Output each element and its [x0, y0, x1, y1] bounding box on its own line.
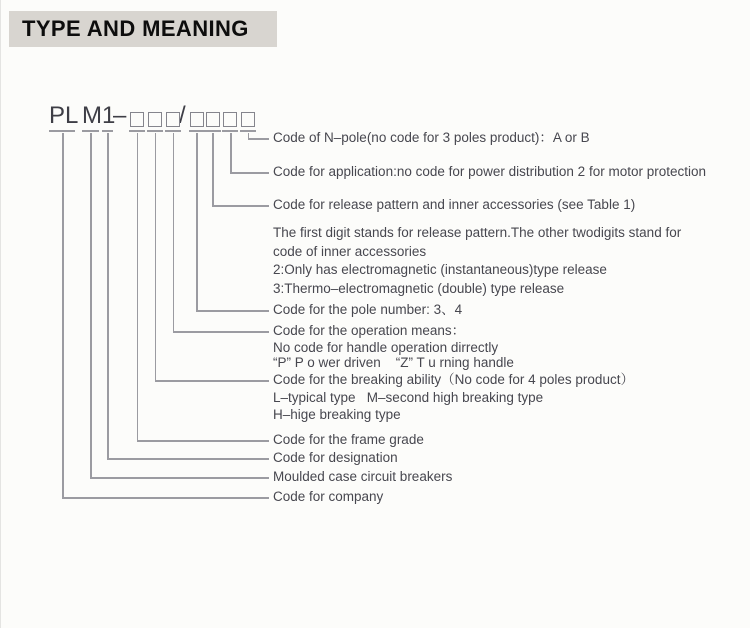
- code-box-operation-means: [166, 112, 180, 127]
- label-frame-grade: Code for the frame grade: [273, 432, 424, 447]
- leader-v-operation-means: [173, 133, 175, 331]
- leader-h-company: [62, 497, 269, 499]
- underline-designation: [102, 130, 113, 132]
- underline-pole-number: [189, 130, 205, 132]
- underline-company: [49, 130, 75, 132]
- label-breaking-note-1: L–typical type M–second high breaking type: [273, 390, 544, 405]
- label-release-note-3: 2:Only has electromagnetic (instantaneous)type release: [273, 262, 607, 277]
- code-box-frame-grade: [130, 112, 144, 127]
- code-dash: –: [113, 102, 127, 129]
- label-release-note-2: code of inner accessories: [273, 244, 427, 259]
- code-slash: /: [179, 102, 186, 129]
- leader-h-moulded: [90, 477, 269, 479]
- code-company: PL: [49, 102, 79, 129]
- label-company: Code for company: [273, 489, 384, 504]
- code-box-pole-number: [190, 112, 204, 127]
- underline-operation-means: [165, 130, 181, 132]
- label-operation-means: Code for the operation means：: [273, 323, 466, 338]
- leader-h-n-pole: [248, 138, 270, 140]
- label-pole-number: Code for the pole number: 3、4: [273, 302, 463, 317]
- code-box-release-pattern: [206, 112, 220, 127]
- leader-v-application: [230, 133, 232, 172]
- code-box-breaking-ability: [148, 112, 162, 127]
- leader-v-release-pattern: [212, 133, 214, 205]
- label-release-note-4: 3:Thermo–electromagnetic (double) type release: [273, 281, 565, 296]
- leader-v-company: [62, 133, 64, 497]
- leader-h-release-pattern: [212, 205, 269, 207]
- leader-h-frame-grade: [137, 440, 270, 442]
- label-moulded: Moulded case circuit breakers: [273, 469, 453, 484]
- underline-breaking-ability: [147, 130, 163, 132]
- code-moulded: M: [82, 102, 102, 129]
- underline-frame-grade: [129, 130, 145, 132]
- page-title: TYPE AND MEANING: [9, 11, 277, 47]
- leader-h-pole-number: [196, 310, 269, 312]
- leader-h-breaking-ability: [155, 380, 270, 382]
- label-breaking-ability: Code for the breaking ability（No code for 4 poles product）: [273, 372, 634, 387]
- label-breaking-note-2: H–hige breaking type: [273, 407, 401, 422]
- underline-release-pattern: [205, 130, 221, 132]
- leader-h-designation: [107, 458, 269, 460]
- leader-h-application: [230, 172, 269, 174]
- leader-v-designation: [107, 133, 109, 458]
- code-box-n-pole: [241, 112, 255, 127]
- leader-v-frame-grade: [137, 133, 139, 440]
- leader-v-pole-number: [196, 133, 198, 310]
- label-designation: Code for designation: [273, 450, 398, 465]
- label-release-note-1: The first digit stands for release pattern.The other twodigits stand for: [273, 225, 682, 240]
- label-release-pattern: Code for release pattern and inner accessories (see Table 1): [273, 197, 636, 212]
- label-application: Code for application:no code for power distribution 2 for motor protection: [273, 164, 706, 179]
- code-designation: 1: [102, 102, 116, 129]
- leader-h-operation-means: [173, 331, 270, 333]
- label-n-pole: Code of N–pole(no code for 3 poles product)：A or B: [273, 130, 590, 145]
- leader-v-breaking-ability: [155, 133, 157, 380]
- code-box-application: [223, 112, 237, 127]
- label-operation-note-1: No code for handle operation dirrectly: [273, 340, 499, 355]
- underline-application: [222, 130, 238, 132]
- label-operation-note-2: “P” P o wer driven “Z” T u rning handle: [273, 355, 514, 370]
- underline-moulded: [82, 130, 99, 132]
- underline-n-pole: [240, 130, 256, 132]
- leader-v-moulded: [90, 133, 92, 477]
